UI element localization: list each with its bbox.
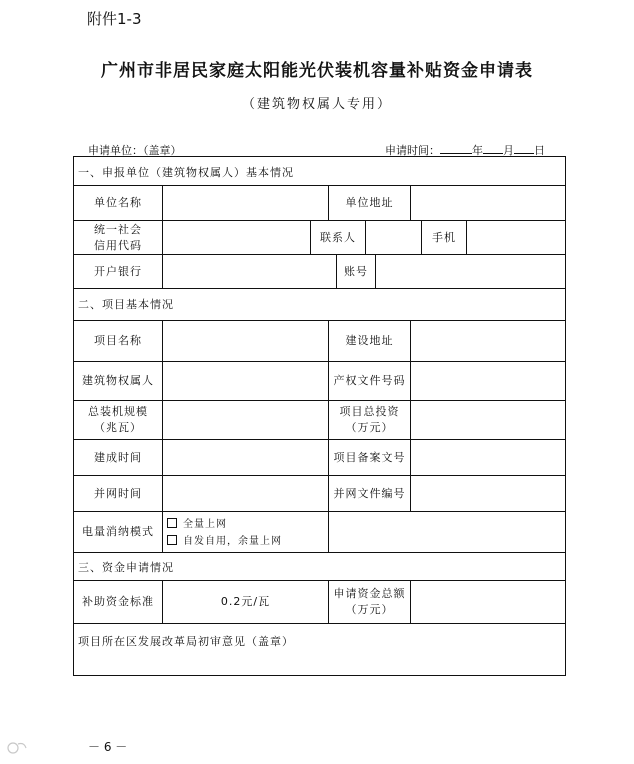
- record-no-label: 项目备案文号: [333, 450, 406, 464]
- grid-time-field[interactable]: [163, 476, 328, 511]
- consumption-mode-label: 电量消纳模式: [82, 525, 154, 538]
- attachment-label: 附件1-3: [87, 10, 142, 28]
- page-title: 广州市非居民家庭太阳能光伏装机容量补贴资金申请表: [101, 61, 533, 81]
- month-label: 月: [503, 144, 514, 157]
- grid-doc-field[interactable]: [411, 476, 565, 511]
- property-doc-field[interactable]: [411, 362, 565, 400]
- total-apply-label: 申请资金总额 （万元）: [333, 587, 406, 616]
- day-label: 日: [534, 144, 545, 157]
- investment-label: 项目总投资 （万元）: [339, 405, 400, 434]
- subsidy-standard-value: 0.2元/瓦: [220, 595, 271, 608]
- account-field[interactable]: [376, 255, 565, 288]
- watermark: [6, 740, 28, 757]
- mobile-field[interactable]: [467, 221, 565, 254]
- property-doc-label: 产权文件号码: [333, 374, 406, 387]
- applicant-label: 申请单位：（盖章）: [88, 144, 182, 157]
- unit-address-label: 单位地址: [345, 196, 394, 209]
- application-form-table: [73, 156, 566, 676]
- district-opinion-label: 项目所在区发展改革局初审意见（盖章）: [78, 635, 294, 648]
- owner-field[interactable]: [163, 362, 328, 400]
- year-label: 年: [472, 144, 483, 157]
- section1-title: 一、申报单位（建筑物权属人）基本情况: [78, 166, 294, 179]
- contact-field[interactable]: [366, 221, 421, 254]
- bank-label: 开户银行: [94, 264, 142, 278]
- complete-time-label: 建成时间: [94, 450, 142, 464]
- section3-title: 三、资金申请情况: [78, 561, 174, 574]
- grid-doc-label: 并网文件编号: [333, 486, 406, 500]
- mobile-label: 手机: [432, 230, 456, 244]
- unit-name-field[interactable]: [163, 186, 328, 220]
- unit-address-field[interactable]: [411, 186, 565, 220]
- page-subtitle: （建筑物权属人专用）: [241, 97, 392, 112]
- unit-name-label: 单位名称: [94, 196, 142, 209]
- build-address-label: 建设地址: [345, 334, 394, 347]
- contact-label: 联系人: [320, 230, 356, 244]
- bank-field[interactable]: [163, 255, 336, 288]
- complete-time-field[interactable]: [163, 440, 328, 475]
- section2-title: 二、项目基本情况: [78, 298, 174, 311]
- option-self-use-label: 自发自用，余量上网: [183, 536, 282, 547]
- credit-code-field[interactable]: [163, 221, 310, 254]
- build-address-field[interactable]: [411, 321, 565, 361]
- district-opinion-field[interactable]: [74, 651, 565, 675]
- option-full-grid-label: 全量上网: [183, 519, 227, 530]
- checkbox-full-grid[interactable]: [167, 518, 177, 528]
- project-name-label: 项目名称: [94, 334, 142, 347]
- account-label: 账号: [344, 264, 368, 278]
- record-no-field[interactable]: [411, 440, 565, 475]
- credit-code-label: 统一社会 信用代码: [94, 222, 142, 252]
- year-blank[interactable]: [440, 143, 472, 154]
- owner-label: 建筑物权属人: [82, 374, 154, 387]
- watermark-icon: [6, 740, 28, 754]
- subsidy-standard-label: 补助资金标准: [82, 595, 154, 608]
- date-label: 申请时间：: [385, 144, 440, 157]
- capacity-field[interactable]: [163, 401, 328, 439]
- capacity-label: 总装机规模 （兆瓦）: [88, 405, 148, 434]
- project-name-field[interactable]: [163, 321, 328, 361]
- month-blank[interactable]: [483, 143, 503, 154]
- page-number: － 6 －: [88, 740, 128, 754]
- option-self-use[interactable]: [167, 532, 282, 547]
- option-full-grid[interactable]: [167, 515, 227, 530]
- total-apply-field[interactable]: [411, 581, 565, 623]
- checkbox-self-use[interactable]: [167, 535, 177, 545]
- investment-field[interactable]: [411, 401, 565, 439]
- day-blank[interactable]: [514, 143, 534, 154]
- grid-time-label: 并网时间: [94, 486, 142, 500]
